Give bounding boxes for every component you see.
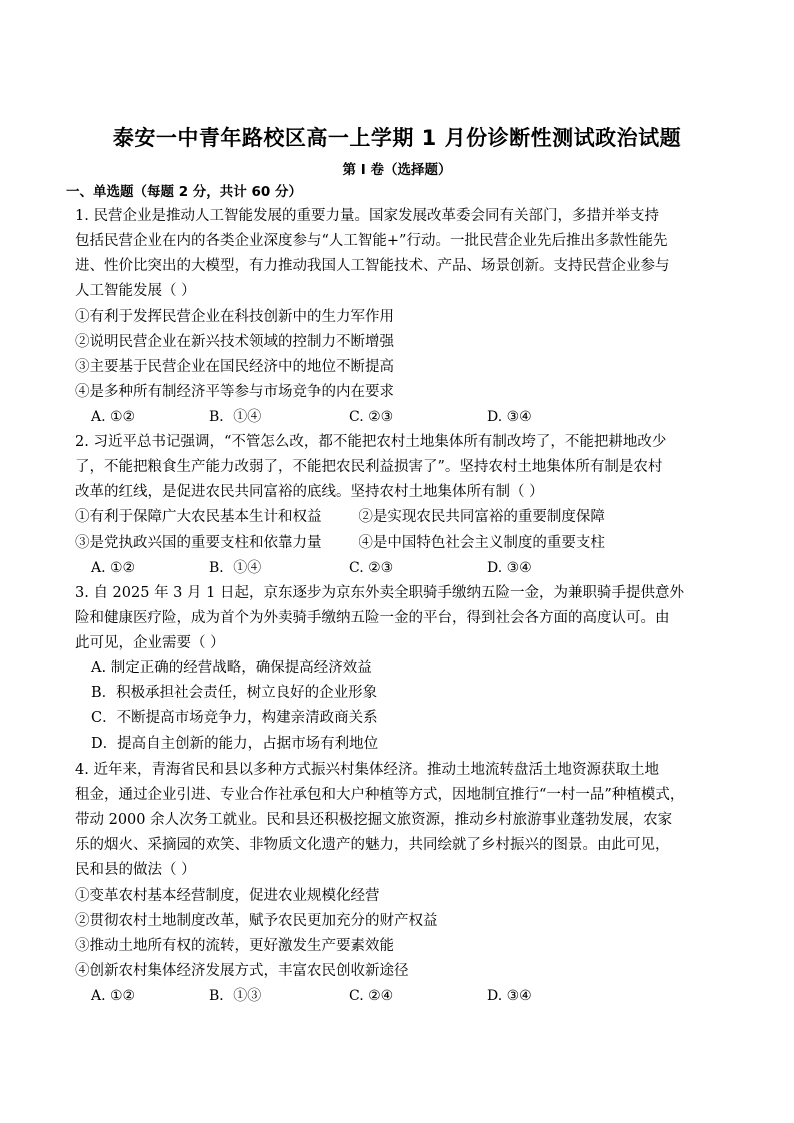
answer-options xyxy=(91,558,731,578)
option-d[interactable]: D. ③④ xyxy=(487,988,532,1004)
question-stem-line: 带动 2000 余人次务工就业。民和县还积极挖掘文旅资源，推动乡村旅游事业蓬勃发展，农家 xyxy=(75,812,673,828)
question-stem-line: 改革的红线，是促进农民共同富裕的底线。坚持农村土地集体所有制（ ） xyxy=(75,484,544,500)
option-a[interactable]: A. ①② xyxy=(91,988,136,1004)
question-stem-line: 2. 习近平总书记强调，“不管怎么改，都不能把农村土地集体所有制改垮了，不能把耕地改少 xyxy=(75,434,667,450)
choice-d[interactable]: D．提高自主创新的能力，占据市场有利地位 xyxy=(91,736,379,752)
option-c[interactable]: C. ②③ xyxy=(349,560,394,576)
question-stem-line: 险和健康医疗险，成为首个为外卖骑手缴纳五险一金的平台，得到社会各方面的高度认可。由 xyxy=(75,610,670,626)
answer-options xyxy=(91,986,731,1006)
exam-title: 泰安一中青年路校区高一上学期 1 月份诊断性测试政治试题 xyxy=(112,126,682,150)
statement-line: ③主要基于民营企业在国民经济中的地位不断提高 xyxy=(75,359,394,375)
question-stem-line: 了，不能把粮食生产能力改弱了，不能把农民利益损害了”。坚持农村土地集体所有制是农村 xyxy=(75,459,663,475)
answer-options xyxy=(91,407,731,427)
option-a[interactable]: A. ①② xyxy=(91,409,136,425)
statement-line: ④创新农村集体经济发展方式，丰富农民创收新途径 xyxy=(75,963,409,979)
question-stem-line: 人工智能发展（ ） xyxy=(75,283,196,299)
statement-line: ①有利于保障广大农民基本生计和权益 ②是实现农民共同富裕的重要制度保障 xyxy=(75,509,605,525)
statement-line: ①变革农村基本经营制度，促进农业规模化经营 xyxy=(75,888,380,904)
choice-c[interactable]: C．不断提高市场竞争力，构建亲清政商关系 xyxy=(91,710,378,726)
question-stem-line: 1. 民营企业是推动人工智能发展的重要力量。国家发展改革委会同有关部门，多措并举支持 xyxy=(75,208,659,224)
question-stem-line: 民和县的做法（ ） xyxy=(75,862,196,878)
option-c[interactable]: C. ②④ xyxy=(349,988,394,1004)
statement-line: ③推动土地所有权的流转，更好激发生产要素效能 xyxy=(75,938,394,954)
statement-line: ④是多种所有制经济平等参与市场竞争的内在要求 xyxy=(75,384,394,400)
option-b[interactable]: B．①④ xyxy=(209,409,262,425)
question-stem-line: 4. 近年来，青海省民和县以多种方式振兴村集体经济。推动土地流转盘活土地资源获取土地 xyxy=(75,762,659,778)
option-a[interactable]: A. ①② xyxy=(91,560,136,576)
part-label: 第 I 卷（选择题） xyxy=(342,162,452,178)
question-stem-line: 乐的烟火、采摘园的欢笑、非物质文化遗产的魅力，共同绘就了乡村振兴的图景。由此可见， xyxy=(75,837,670,853)
option-d[interactable]: D. ③④ xyxy=(487,560,532,576)
option-b[interactable]: B．①③ xyxy=(209,988,262,1004)
option-b[interactable]: B．①④ xyxy=(209,560,262,576)
option-d[interactable]: D. ③④ xyxy=(487,409,532,425)
statement-line: ①有利于发挥民营企业在科技创新中的生力军作用 xyxy=(75,309,394,325)
section-heading: 一、单选题（每题 2 分，共计 60 分） xyxy=(66,184,302,200)
question-stem-line: 包括民营企业在内的各类企业深度参与“人工智能+”行动。一批民营企业先后推出多款性能先 xyxy=(75,233,668,249)
statement-line: ③是党执政兴国的重要支柱和依靠力量 ④是中国特色社会主义制度的重要支柱 xyxy=(75,535,605,551)
question-stem-line: 3. 自 2025 年 3 月 1 日起，京东逐步为京东外卖全职骑手缴纳五险一金，为兼职骑手提供意外 xyxy=(75,585,684,601)
statement-line: ②说明民营企业在新兴技术领域的控制力不断增强 xyxy=(75,334,394,350)
option-c[interactable]: C. ②③ xyxy=(349,409,394,425)
question-stem-line: 进、性价比突出的大模型，有力推动我国人工智能技术、产品、场景创新。支持民营企业参与 xyxy=(75,258,670,274)
choice-a[interactable]: A. 制定正确的经营战略，确保提高经济效益 xyxy=(91,660,372,676)
question-stem-line: 租金，通过企业引进、专业合作社承包和大户种植等方式，因地制宜推行“一村一品”种植模式， xyxy=(75,787,685,803)
question-stem-line: 此可见，企业需要（ ） xyxy=(75,635,225,651)
statement-line: ②贯彻农村土地制度改革，赋予农民更加充分的财产权益 xyxy=(75,913,438,929)
choice-b[interactable]: B．积极承担社会责任，树立良好的企业形象 xyxy=(91,685,378,701)
